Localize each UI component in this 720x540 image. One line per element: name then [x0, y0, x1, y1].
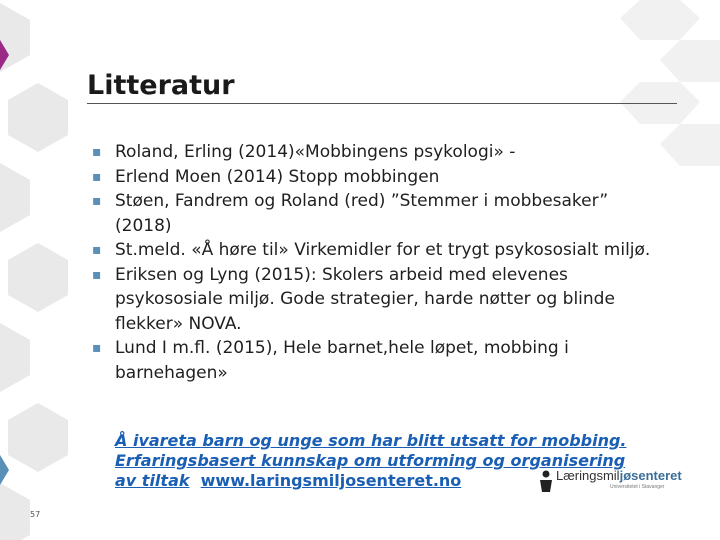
- logo-name: Læringsmiljøsenteret: [556, 468, 682, 483]
- resource-title-link[interactable]: Å ivareta barn og unge som har blitt utsatt for mobbing. Erfaringsbasert kunnskap om utforming og organisering av tiltak: [115, 431, 627, 490]
- square-bullet-icon: ▪: [92, 340, 102, 356]
- square-bullet-icon: ▪: [92, 266, 102, 283]
- hexagon-pattern: [0, 3, 68, 540]
- square-bullet-icon: ▪: [92, 144, 102, 160]
- reference-list: [92, 140, 652, 385]
- list-item-text: Roland, Erling (2014)«Mobbingens psykologi» -: [115, 142, 516, 162]
- title-underline: [87, 103, 677, 104]
- page-number: 57: [30, 510, 41, 519]
- slide-title: Litteratur: [87, 70, 235, 101]
- list-item: [92, 189, 652, 238]
- list-item: [92, 263, 652, 337]
- square-bullet-icon: ▪: [92, 193, 102, 209]
- list-item-text: Støen, Fandrem og Roland (red) ”Stemmer i mobbesaker” (2018): [115, 191, 609, 236]
- list-item-text: Erlend Moen (2014) Stopp mobbingen: [115, 166, 440, 187]
- list-item-text: St.meld. «Å høre til» Virkemidler for et trygt psykososialt miljø.: [115, 240, 651, 260]
- side-accent-bottom: [0, 455, 9, 485]
- list-item: [92, 238, 652, 263]
- resource-link-block: [115, 431, 635, 491]
- list-item: [92, 165, 652, 190]
- list-item-text: Lund I m.fl. (2015), Hele barnet,hele løpet, mobbing i barnehagen»: [115, 338, 569, 383]
- resource-url-link[interactable]: www.laringsmiljosenteret.no: [200, 471, 462, 490]
- square-bullet-icon: ▪: [92, 168, 102, 185]
- logo-subtitle: Universitetet i Stavanger: [610, 484, 665, 490]
- list-item-text: Eriksen og Lyng (2015): Skolers arbeid med elevenes psykososiale miljø. Gode strategier, harde nøtter og blinde flekker» NOVA.: [115, 264, 615, 334]
- square-bullet-icon: ▪: [92, 242, 102, 258]
- list-item: [92, 140, 652, 165]
- list-item: [92, 336, 652, 385]
